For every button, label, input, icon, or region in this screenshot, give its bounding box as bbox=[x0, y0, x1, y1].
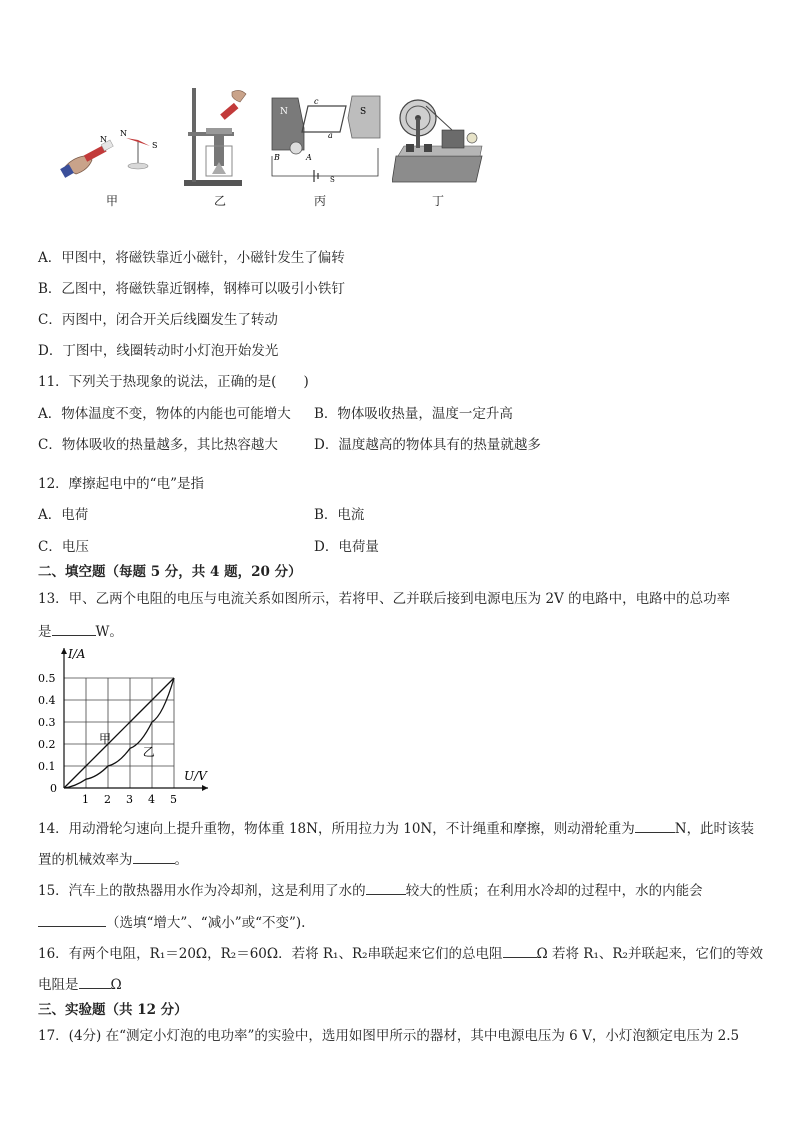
jia-n-label: N bbox=[100, 135, 107, 144]
q15-line-2 bbox=[38, 912, 305, 933]
bing-n-label: N bbox=[280, 107, 288, 117]
magnet-hand-icon bbox=[220, 90, 246, 119]
y-axis-arrow-icon bbox=[61, 648, 67, 654]
q13-line-2 bbox=[38, 621, 123, 642]
q12-option-d: D．电荷量 bbox=[314, 539, 379, 555]
q10-option-a: A．甲图中，将磁铁靠近小磁针，小磁针发生了偏转 bbox=[38, 250, 345, 266]
figure-strip bbox=[50, 80, 490, 210]
series-label: 甲 bbox=[99, 732, 112, 746]
q11-option-b: B．物体吸收热量，温度一定升高 bbox=[314, 406, 513, 422]
jia-s-label: S bbox=[152, 141, 158, 150]
figure-label-yi: 乙 bbox=[214, 194, 227, 208]
bing-c-label: c bbox=[314, 97, 319, 106]
q16-line-1 bbox=[38, 943, 763, 964]
q14-blank-1[interactable] bbox=[635, 818, 675, 833]
bing-b-label: B bbox=[274, 153, 280, 162]
q15-blank-2[interactable] bbox=[38, 912, 106, 927]
bing-switch-label: S bbox=[330, 176, 335, 184]
q17-line-1: 17．(4分) 在“测定小灯泡的电功率”的实验中，选用如图甲所示的器材，其中电源电压为 6 V，小灯泡额定电压为 2.5 bbox=[38, 1028, 740, 1044]
q12-option-c: C．电压 bbox=[38, 539, 89, 555]
x-tick-label: 2 bbox=[104, 793, 111, 806]
figure-yi-stand-magnet bbox=[176, 84, 248, 188]
series-label: 乙 bbox=[142, 744, 155, 759]
q14-line-1-pre: 14．用动滑轮匀速向上提升重物，物体重 18N，所用拉力为 10N，不计绳重和摩擦，则动滑轮重为 bbox=[38, 821, 635, 837]
chart-origin-label: 0 bbox=[50, 782, 57, 795]
q10-option-d: D．丁图中，线圈转动时小灯泡开始发光 bbox=[38, 343, 279, 359]
figure-jia-magnet-compass bbox=[58, 120, 168, 190]
q11-option-a: A．物体温度不变，物体的内能也可能增大 bbox=[38, 406, 291, 422]
q11-stem: 11．下列关于热现象的说法，正确的是( ) bbox=[38, 374, 309, 390]
y-tick-label: 0.1 bbox=[38, 760, 56, 773]
series-line-jia bbox=[64, 678, 174, 788]
q14-line-1 bbox=[38, 818, 754, 839]
y-tick-label: 0.5 bbox=[38, 672, 56, 685]
q11-option-d: D．温度越高的物体具有的热量就越多 bbox=[314, 437, 541, 453]
x-tick-label: 1 bbox=[82, 793, 89, 806]
q16-line-2-post: Ω bbox=[110, 977, 122, 993]
x-tick-label: 3 bbox=[126, 793, 133, 806]
q16-line-1-a: 16．有两个电阻，R₁＝20Ω，R₂＝60Ω．若将 R₁、R₂串联起来它们的总电阻 bbox=[38, 946, 503, 962]
q14-line-2 bbox=[38, 849, 188, 870]
q12-stem: 12．摩擦起电中的“电”是指 bbox=[38, 476, 204, 492]
q10-option-b: B．乙图中，将磁铁靠近钢棒，钢棒可以吸引小铁钉 bbox=[38, 281, 345, 297]
q11-option-c: C．物体吸收的热量越多，其比热容越大 bbox=[38, 437, 278, 453]
q15-line-1-post: 较大的性质；在利用水冷却的过程中，水的内能会 bbox=[405, 883, 703, 899]
bing-d-label: A bbox=[306, 153, 312, 162]
section-3-heading: 三、实验题（共 12 分） bbox=[38, 1002, 188, 1018]
bing-s-label: S bbox=[360, 107, 367, 117]
chart-x-axis-label: U/V bbox=[184, 769, 207, 783]
q14-line-1-post: N，此时该装 bbox=[674, 821, 755, 837]
q13-line-1: 13．甲、乙两个电阻的电压与电流关系如图所示，若将甲、乙并联后接到电源电压为 2V 的电路中，电路中的总功率 bbox=[38, 591, 731, 607]
compass-needle bbox=[126, 138, 150, 169]
y-tick-label: 0.2 bbox=[38, 738, 56, 751]
figure-label-jia: 甲 bbox=[106, 194, 119, 208]
q14-line-2-post: 。 bbox=[174, 852, 188, 868]
q16-blank-2[interactable] bbox=[79, 974, 111, 989]
q15-line-1 bbox=[38, 880, 703, 901]
x-tick-label: 5 bbox=[170, 793, 177, 806]
figure-label-bing: 丙 bbox=[314, 194, 327, 208]
figure-bing-motor bbox=[268, 88, 384, 184]
q15-blank-1[interactable] bbox=[366, 880, 406, 895]
y-tick-label: 0.3 bbox=[38, 716, 56, 729]
q13-iu-chart bbox=[30, 644, 230, 808]
x-axis-arrow-icon bbox=[202, 785, 208, 791]
bar-magnet bbox=[84, 140, 113, 162]
q16-line-2-pre: 电阻是 bbox=[38, 977, 79, 993]
x-tick-label: 4 bbox=[148, 793, 155, 806]
bing-a-label: a bbox=[328, 131, 333, 140]
y-tick-label: 0.4 bbox=[38, 694, 56, 707]
figure-label-ding: 丁 bbox=[432, 194, 445, 208]
q14-blank-2[interactable] bbox=[133, 849, 175, 864]
q13-line-2-pre: 是 bbox=[38, 624, 52, 640]
q14-line-2-pre: 置的机械效率为 bbox=[38, 852, 133, 868]
chart-y-axis-label: I/A bbox=[68, 647, 86, 661]
q12-option-a: A．电荷 bbox=[38, 507, 89, 523]
chart-series bbox=[64, 678, 174, 788]
figure-ding-generator bbox=[392, 98, 486, 186]
q12-option-b: B．电流 bbox=[314, 507, 365, 523]
q13-line-2-post: W。 bbox=[95, 624, 123, 640]
q13-answer-blank[interactable] bbox=[52, 621, 96, 636]
jia-n2-label: N bbox=[120, 129, 127, 138]
q16-line-2 bbox=[38, 974, 122, 995]
q16-line-1-b: Ω 若将 R₁、R₂并联起来，它们的等效 bbox=[536, 946, 763, 962]
section-2-heading: 二、填空题（每题 5 分，共 4 题，20 分） bbox=[38, 564, 302, 580]
q15-line-2-post: （选填“增大”、“减小”或“不变”). bbox=[106, 915, 306, 931]
q15-line-1-pre: 15．汽车上的散热器用水作为冷却剂，这是利用了水的 bbox=[38, 883, 366, 899]
q16-blank-1[interactable] bbox=[503, 943, 537, 958]
q10-option-c: C．丙图中，闭合开关后线圈发生了转动 bbox=[38, 312, 278, 328]
